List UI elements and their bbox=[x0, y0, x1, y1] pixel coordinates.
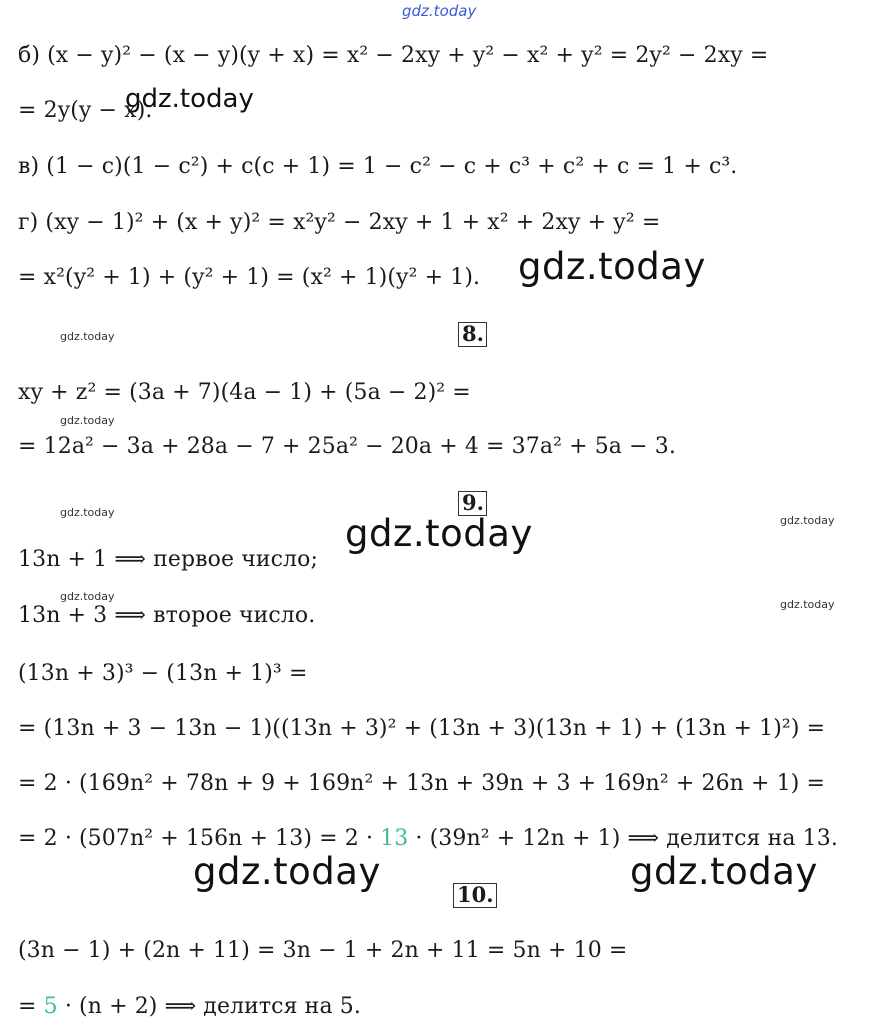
solution-line-10-1: (3n − 1) + (2n + 11) = 3n − 1 + 2n + 11 = 5n + 10 = bbox=[18, 938, 628, 963]
highlighted-factor: 5 bbox=[43, 994, 58, 1019]
watermark-text: gdz.today bbox=[345, 512, 533, 555]
watermark-text: gdz.today bbox=[518, 245, 706, 288]
problem-number-10: 10. bbox=[453, 883, 497, 908]
watermark-text: gdz.today bbox=[60, 590, 115, 603]
solution-line-b1: б) (x − y)² − (x − y)(y + x) = x² − 2xy + y² − x² + y² = 2y² − 2xy = bbox=[18, 43, 769, 68]
solution-line-9-1: 13n + 1 ⟹ первое число; bbox=[18, 547, 318, 572]
solution-line-9-6 bbox=[18, 825, 838, 853]
watermark-text: gdz.today bbox=[125, 84, 254, 114]
solution-line-10-2-text: = 5 · (n + 2) ⟹ делится на 5. bbox=[18, 994, 361, 1019]
solution-line-v1: в) (1 − c)(1 − c²) + c(c + 1) = 1 − c² − c + c³ + c² + c = 1 + c³. bbox=[18, 154, 738, 179]
solution-line-9-5: = 2 · (169n² + 78n + 9 + 169n² + 13n + 39n + 3 + 169n² + 26n + 1) = bbox=[18, 771, 826, 796]
solution-line-g1: г) (xy − 1)² + (x + y)² = x²y² − 2xy + 1 + x² + 2xy + y² = bbox=[18, 210, 661, 235]
solution-line-9-6-text: = 2 · (507n² + 156n + 13) = 2 · 13 · (39n² + 12n + 1) ⟹ делится на 13. bbox=[18, 826, 838, 851]
watermark-top: gdz.today bbox=[402, 2, 477, 20]
solution-line-9-3: (13n + 3)³ − (13n + 1)³ = bbox=[18, 661, 308, 686]
solution-line-9-4: = (13n + 3 − 13n − 1)((13n + 3)² + (13n + 3)(13n + 1) + (13n + 1)²) = bbox=[18, 716, 826, 741]
solution-line-10-2 bbox=[18, 993, 361, 1021]
problem-number-9: 9. bbox=[458, 491, 487, 516]
solution-line-8-1: xy + z² = (3a + 7)(4a − 1) + (5a − 2)² = bbox=[18, 380, 471, 405]
problem-number-8: 8. bbox=[458, 322, 487, 347]
solution-line-8-2: = 12a² − 3a + 28a − 7 + 25a² − 20a + 4 = 37a² + 5a − 3. bbox=[18, 434, 676, 459]
watermark-text: gdz.today bbox=[60, 414, 115, 427]
watermark-text: gdz.today bbox=[193, 850, 381, 893]
watermark-text: gdz.today bbox=[60, 506, 115, 519]
solution-line-g2: = x²(y² + 1) + (y² + 1) = (x² + 1)(y² + 1). bbox=[18, 265, 481, 290]
watermark-text: gdz.today bbox=[780, 514, 835, 527]
solution-line-b2: = 2y(y − x). bbox=[18, 98, 153, 123]
watermark-text: gdz.today bbox=[780, 598, 835, 611]
highlighted-factor: 13 bbox=[380, 826, 409, 851]
watermark-text: gdz.today bbox=[630, 850, 818, 893]
solution-line-9-2: 13n + 3 ⟹ второе число. bbox=[18, 603, 316, 628]
watermark-text: gdz.today bbox=[60, 330, 115, 343]
